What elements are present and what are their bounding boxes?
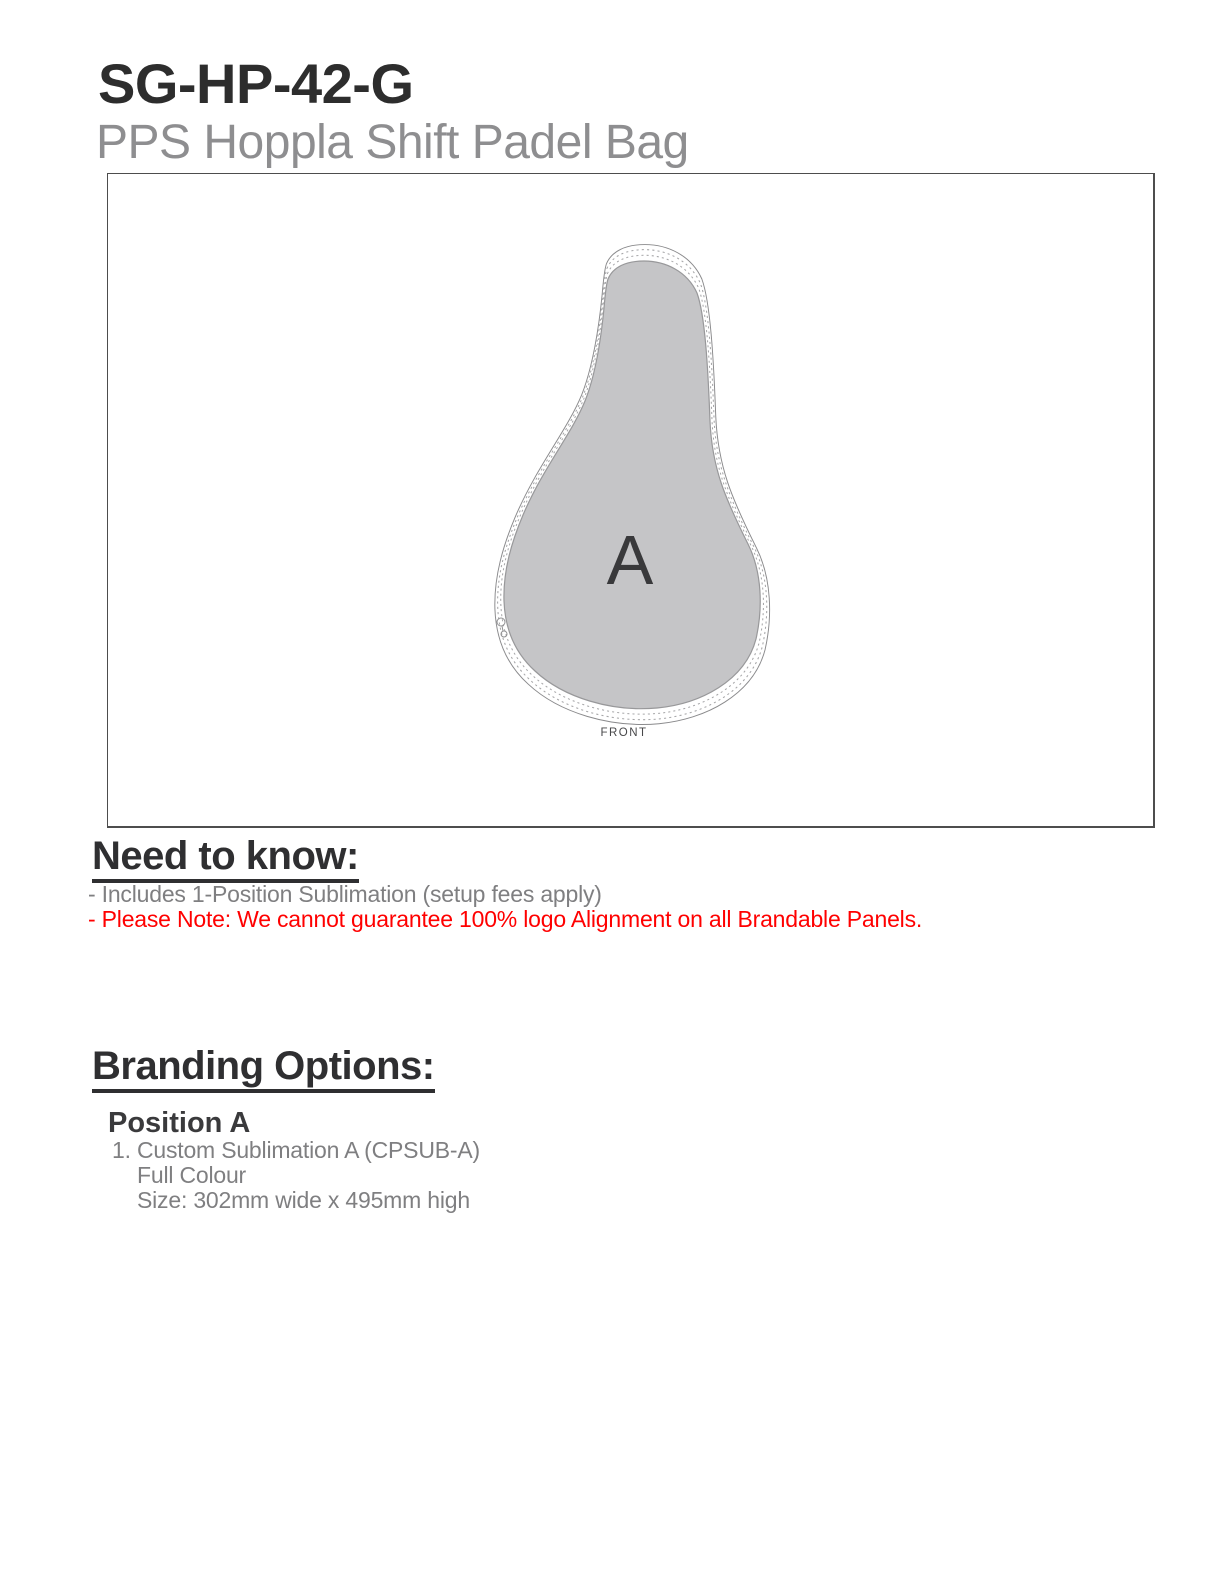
- front-view-label: FRONT: [600, 727, 648, 739]
- need-to-know-heading: Need to know:: [92, 835, 359, 883]
- branding-option-line: Full Colour: [137, 1162, 247, 1188]
- branding-option-line: Size: 302mm wide x 495mm high: [137, 1187, 470, 1213]
- product-name-subtitle: PPS Hoppla Shift Padel Bag: [96, 116, 689, 169]
- product-code-title: SG-HP-42-G: [98, 52, 414, 115]
- padel-bag-diagram: [108, 174, 1154, 826]
- bag-front-panel: [504, 261, 760, 709]
- note-line-sublimation: - Includes 1-Position Sublimation (setup fees apply): [88, 881, 602, 907]
- branding-option-line: 1. Custom Sublimation A (CPSUB-A): [112, 1137, 480, 1163]
- branding-options-heading: Branding Options:: [92, 1045, 435, 1093]
- need-to-know-notes: [88, 882, 922, 932]
- product-diagram-panel: [107, 173, 1155, 828]
- branding-position-marker: A: [606, 521, 654, 599]
- note-line-warning: - Please Note: We cannot guarantee 100% logo Alignment on all Brandable Panels.: [88, 906, 923, 932]
- position-a-details: [112, 1138, 480, 1213]
- position-a-title: Position A: [108, 1107, 251, 1139]
